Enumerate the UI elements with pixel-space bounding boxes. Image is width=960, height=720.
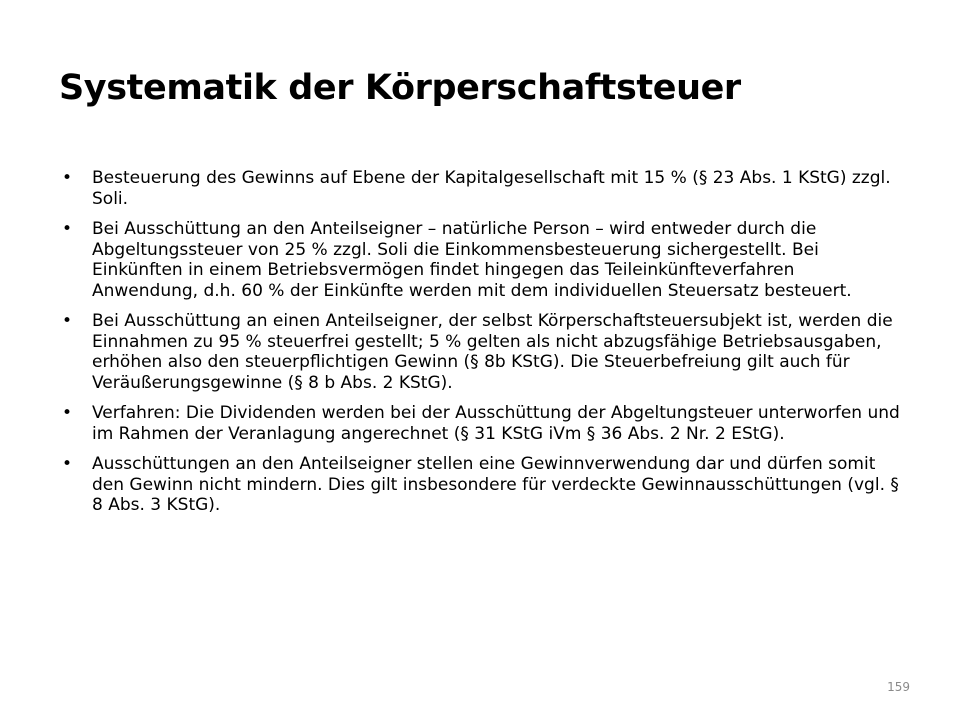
slide-title: Systematik der Körperschaftsteuer <box>59 68 741 108</box>
bullet-text: Besteuerung des Gewinns auf Ebene der Kapitalgesellschaft mit 15 % (§ 23 Abs. 1 KStG) zzgl. Soli. <box>92 168 891 209</box>
bullet-item <box>62 311 902 393</box>
page-number: 159 <box>887 680 910 694</box>
bullet-dot: • <box>62 311 73 331</box>
bullet-text: Ausschüttungen an den Anteilseigner stellen eine Gewinnverwendung dar und dürfen somit den Gewinn nicht mindern. Dies gilt insbesondere für verdeckte Gewinnausschüttungen (vgl. § 8 Abs. 3 KStG). <box>92 454 899 515</box>
bullet-dot: • <box>62 454 73 474</box>
bullet-text: Verfahren: Die Dividenden werden bei der Ausschüttung der Abgeltungsteuer unterworfen und im Rahmen der Veranlagung angerechnet (§ 31 KStG iVm § 36 Abs. 2 Nr. 2 EStG). <box>92 403 900 444</box>
bullet-item <box>62 219 902 301</box>
bullet-text: Bei Ausschüttung an den Anteilseigner – natürliche Person – wird entweder durch die Abgeltungssteuer von 25 % zzgl. Soli die Einkommensbesteuerung sichergestellt. Bei Einkünften in einem Betriebsvermögen findet hingegen das Teileinkünfteverfahren Anwendung, d.h. 60 % der Einkünfte werden mit dem individuellen Steuersatz besteuert. <box>92 219 852 301</box>
bullet-text: Bei Ausschüttung an einen Anteilseigner, der selbst Körperschaftsteuersubjekt ist, werden die Einnahmen zu 95 % steuerfrei gestellt; 5 % gelten als nicht abzugsfähige Betriebsausgaben, erhöhen also den steuerpflichtigen Gewinn (§ 8b KStG). Die Steuerbefreiung gilt auch für Veräußerungsgewinne (§ 8 b Abs. 2 KStG). <box>92 311 893 393</box>
bullet-dot: • <box>62 403 73 423</box>
bullet-item <box>62 454 902 516</box>
bullet-dot: • <box>62 168 73 188</box>
bullet-item <box>62 403 902 444</box>
bullet-item <box>62 168 902 209</box>
bullet-list <box>62 168 902 526</box>
bullet-dot: • <box>62 219 73 239</box>
